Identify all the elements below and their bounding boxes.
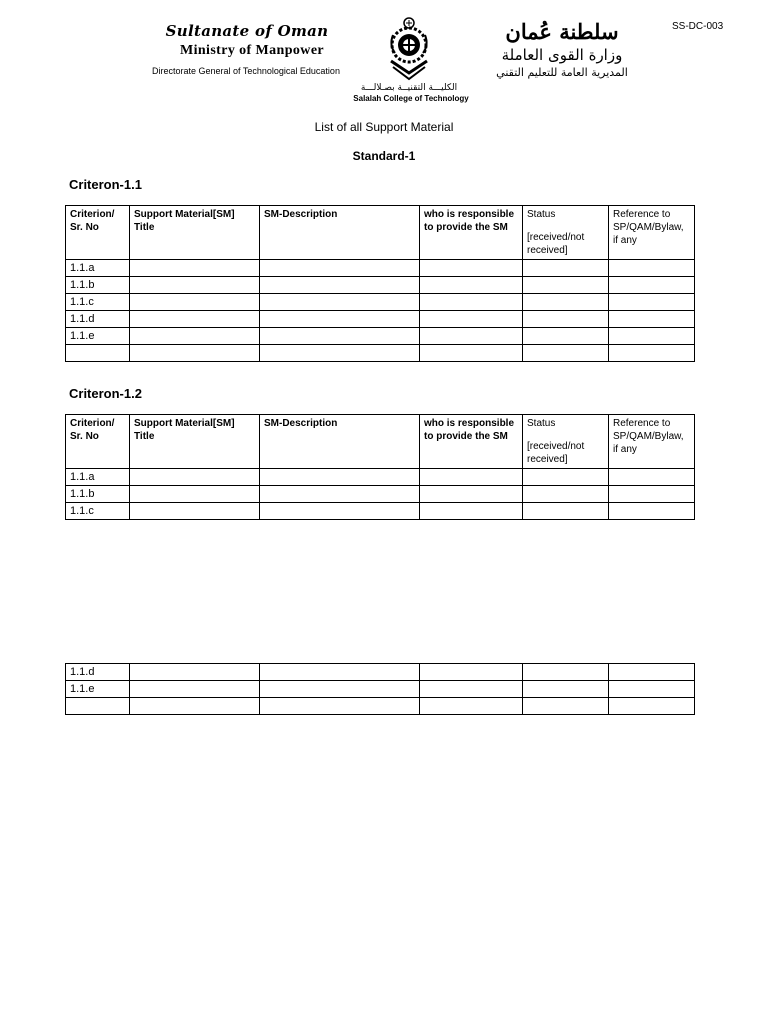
status-cell[interactable]	[523, 277, 609, 294]
sm-description-cell[interactable]	[260, 681, 420, 698]
support-material-table	[65, 414, 695, 520]
status-cell[interactable]	[523, 328, 609, 345]
criterion-heading: Criteron-1.2	[69, 386, 142, 401]
status-cell[interactable]	[523, 260, 609, 277]
responsible-cell[interactable]	[420, 311, 523, 328]
criterion-cell: 1.1.c	[66, 503, 130, 520]
status-cell[interactable]	[523, 503, 609, 520]
reference-cell[interactable]	[609, 345, 695, 362]
table-row	[66, 277, 695, 294]
reference-cell[interactable]	[609, 664, 695, 681]
status-note: [received/not received]	[527, 441, 585, 465]
criterion-cell: 1.1.b	[66, 277, 130, 294]
sultanate-title-ar: سلطنة عُمان	[505, 19, 619, 44]
sm-title-cell[interactable]	[130, 311, 260, 328]
sm-title-cell[interactable]	[130, 469, 260, 486]
sm-title-cell[interactable]	[130, 328, 260, 345]
sm-description-cell[interactable]	[260, 664, 420, 681]
criterion-cell: 1.1.a	[66, 260, 130, 277]
page-title: List of all Support Material	[314, 120, 454, 134]
reference-cell[interactable]	[609, 503, 695, 520]
table-row	[66, 698, 695, 715]
column-header-criterion: Criterion/ Sr. No	[66, 415, 130, 469]
sultanate-title-en: Sultanate of Oman	[165, 22, 329, 40]
criterion-heading: Criteron-1.1	[69, 177, 142, 192]
table-row	[66, 311, 695, 328]
column-header-criterion: Criterion/ Sr. No	[66, 206, 130, 260]
reference-cell[interactable]	[609, 486, 695, 503]
status-label: Status	[527, 418, 556, 429]
status-cell[interactable]	[523, 664, 609, 681]
sm-title-cell[interactable]	[130, 664, 260, 681]
criterion-cell: 1.1.a	[66, 469, 130, 486]
column-header-reference: Reference to SP/QAM/Bylaw, if any	[609, 415, 695, 469]
responsible-cell[interactable]	[420, 503, 523, 520]
status-note: [received/not received]	[527, 232, 585, 256]
ministry-title-en: Ministry of Manpower	[179, 43, 325, 58]
table-row	[66, 328, 695, 345]
college-name-en: Salalah College of Technology	[353, 94, 469, 103]
column-header-sm-description: SM-Description	[260, 206, 420, 260]
criterion-cell	[66, 345, 130, 362]
table-row	[66, 469, 695, 486]
responsible-cell[interactable]	[420, 277, 523, 294]
reference-cell[interactable]	[609, 698, 695, 715]
reference-cell[interactable]	[609, 294, 695, 311]
sm-description-cell[interactable]	[260, 260, 420, 277]
sm-title-cell[interactable]	[130, 698, 260, 715]
sm-description-cell[interactable]	[260, 486, 420, 503]
reference-cell[interactable]	[609, 681, 695, 698]
college-name-ar: الكليـــة التقنيــة بصـلالـــة	[360, 83, 458, 93]
criterion-cell	[66, 698, 130, 715]
status-cell[interactable]	[523, 681, 609, 698]
table-row	[66, 345, 695, 362]
sm-title-cell[interactable]	[130, 294, 260, 311]
column-header-sm-title: Support Material[SM] Title	[130, 415, 260, 469]
sm-description-cell[interactable]	[260, 277, 420, 294]
column-header-responsible: who is responsible to provide the SM	[420, 415, 523, 469]
status-cell[interactable]	[523, 345, 609, 362]
responsible-cell[interactable]	[420, 294, 523, 311]
status-cell[interactable]	[523, 486, 609, 503]
header-english	[152, 22, 352, 76]
responsible-cell[interactable]	[420, 328, 523, 345]
responsible-cell[interactable]	[420, 260, 523, 277]
support-material-table-continued	[65, 663, 695, 715]
sm-title-cell[interactable]	[130, 681, 260, 698]
sm-title-cell[interactable]	[130, 503, 260, 520]
document-code: SS-DC-003	[672, 21, 724, 32]
ministry-title-ar: وزارة القوى العاملة	[501, 46, 623, 64]
reference-cell[interactable]	[609, 311, 695, 328]
sm-title-cell[interactable]	[130, 277, 260, 294]
reference-cell[interactable]	[609, 328, 695, 345]
table-row	[66, 503, 695, 520]
criterion-cell: 1.1.e	[66, 681, 130, 698]
support-material-table	[65, 205, 695, 362]
table-header-row	[66, 206, 695, 260]
reference-cell[interactable]	[609, 277, 695, 294]
sm-title-cell[interactable]	[130, 345, 260, 362]
sm-description-cell[interactable]	[260, 469, 420, 486]
responsible-cell[interactable]	[420, 486, 523, 503]
directorate-title-ar: المديرية العامة للتعليم التقني	[496, 66, 628, 79]
status-cell[interactable]	[523, 469, 609, 486]
sm-title-cell[interactable]	[130, 486, 260, 503]
status-cell[interactable]	[523, 294, 609, 311]
sm-description-cell[interactable]	[260, 345, 420, 362]
table-row	[66, 664, 695, 681]
sm-description-cell[interactable]	[260, 328, 420, 345]
sm-description-cell[interactable]	[260, 294, 420, 311]
responsible-cell[interactable]	[420, 698, 523, 715]
column-header-reference: Reference to SP/QAM/Bylaw, if any	[609, 206, 695, 260]
criterion-cell: 1.1.e	[66, 328, 130, 345]
criterion-cell: 1.1.d	[66, 311, 130, 328]
responsible-cell[interactable]	[420, 681, 523, 698]
sm-description-cell[interactable]	[260, 503, 420, 520]
responsible-cell[interactable]	[420, 664, 523, 681]
status-label: Status	[527, 209, 556, 220]
directorate-title-en: Directorate General of Technological Education	[152, 66, 340, 76]
criterion-cell: 1.1.d	[66, 664, 130, 681]
sm-title-cell[interactable]	[130, 260, 260, 277]
table-row	[66, 486, 695, 503]
column-header-responsible: who is responsible to provide the SM	[420, 206, 523, 260]
responsible-cell[interactable]	[420, 469, 523, 486]
reference-cell[interactable]	[609, 469, 695, 486]
column-header-sm-title: Support Material[SM] Title	[130, 206, 260, 260]
sm-description-cell[interactable]	[260, 698, 420, 715]
sm-description-cell[interactable]	[260, 311, 420, 328]
table-row	[66, 681, 695, 698]
criterion-cell: 1.1.c	[66, 294, 130, 311]
header-arabic	[482, 20, 642, 79]
table-row	[66, 260, 695, 277]
responsible-cell[interactable]	[420, 345, 523, 362]
status-cell[interactable]	[523, 698, 609, 715]
table-header-row	[66, 415, 695, 469]
column-header-status	[523, 415, 609, 469]
criterion-cell: 1.1.b	[66, 486, 130, 503]
column-header-sm-description: SM-Description	[260, 415, 420, 469]
college-logo-icon	[381, 17, 437, 81]
status-cell[interactable]	[523, 311, 609, 328]
standard-title: Standard-1	[352, 149, 416, 163]
table-row	[66, 294, 695, 311]
reference-cell[interactable]	[609, 260, 695, 277]
column-header-status	[523, 206, 609, 260]
